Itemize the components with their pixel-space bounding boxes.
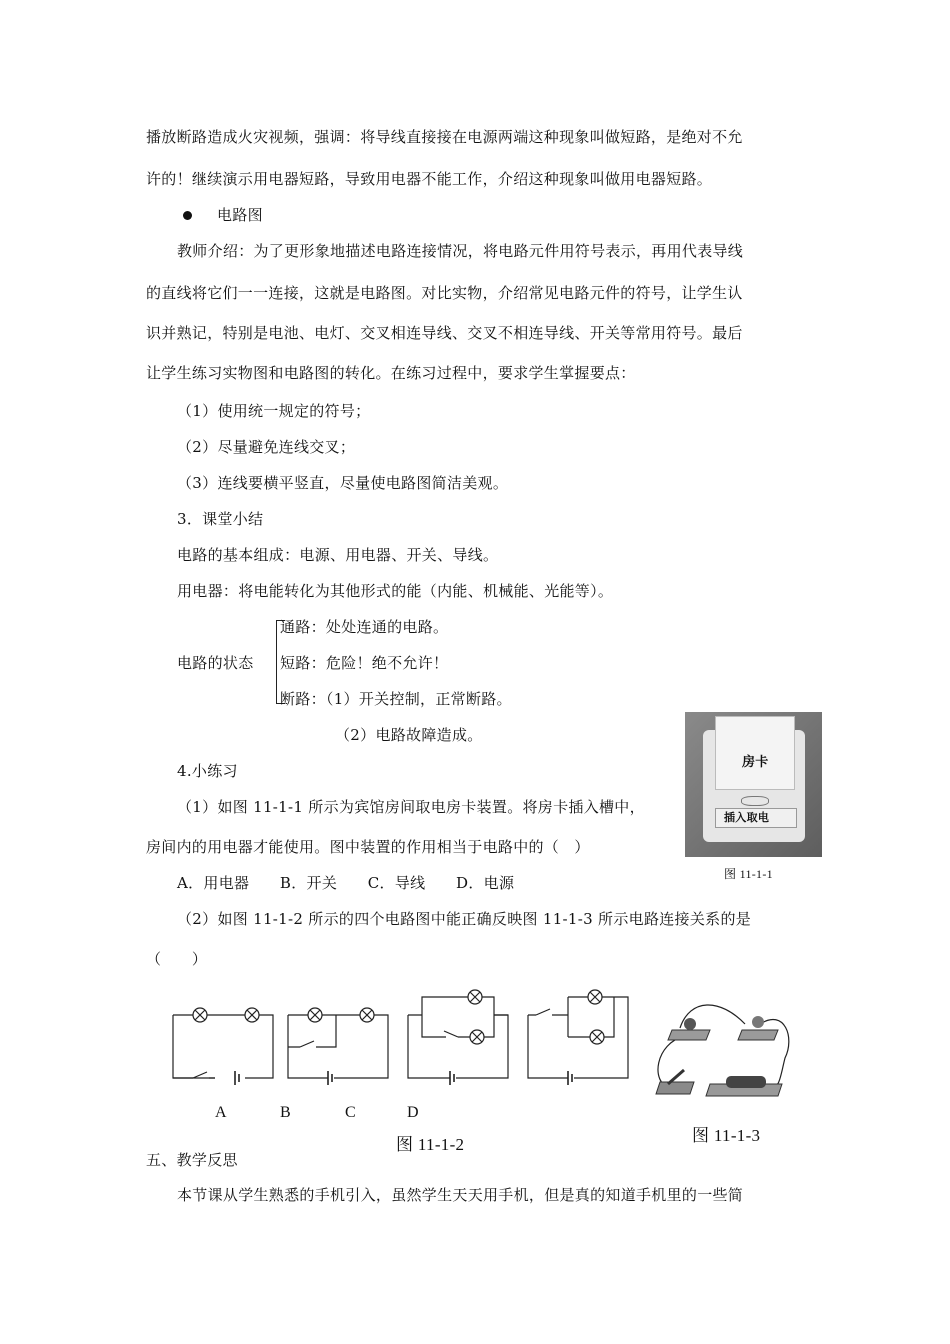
figure-caption: 图 11-1-1 xyxy=(724,867,773,881)
option-label-a: A xyxy=(215,1104,227,1121)
state-item: （2）电路故障造成。 xyxy=(335,726,483,744)
circuit-a xyxy=(173,1008,273,1085)
point-item: （1）使用统一规定的符号； xyxy=(177,402,371,420)
circuit-d xyxy=(528,990,628,1085)
paragraph-line: 本节课从学生熟悉的手机引入，虽然学生天天用手机，但是真的知道手机里的一些简 xyxy=(177,1186,744,1204)
summary-line: 电路的基本组成：电源、用电器、开关、导线。 xyxy=(177,546,499,564)
arrow-icon xyxy=(741,796,769,806)
bulb-holder-left xyxy=(668,1018,710,1040)
figure-caption: 图 11-1-3 xyxy=(692,1126,761,1145)
question-options: A．用电器 B．开关 C．导线 D．电源 xyxy=(177,874,515,892)
circuit-c xyxy=(408,990,508,1085)
point-item: （2）尽量避免连线交叉； xyxy=(177,438,356,456)
question-line: 房间内的用电器才能使用。图中装置的作用相当于电路中的（ ） xyxy=(146,838,590,856)
option-label-b: B xyxy=(280,1104,291,1121)
option-label-d: D xyxy=(407,1104,419,1121)
room-card-photo xyxy=(685,712,822,857)
question-line: （ ） xyxy=(146,950,208,968)
state-item: 通路：处处连通的电路。 xyxy=(280,618,449,636)
paragraph-line: 的直线将它们一一连接，这就是电路图。对比实物，介绍常见电路元件的符号，让学生认 xyxy=(146,284,743,302)
section-heading: 3．课堂小结 xyxy=(177,510,264,528)
summary-line: 用电器：将电能转化为其他形式的能（内能、机械能、光能等）。 xyxy=(177,582,614,600)
point-item: （3）连线要横平竖直，尽量使电路图简洁美观。 xyxy=(177,474,509,492)
paragraph-line: 让学生练习实物图和电路图的转化。在练习过程中，要求学生掌握要点： xyxy=(146,364,636,382)
state-item: 短路：危险！绝不允许！ xyxy=(280,654,449,672)
question-line: （1）如图 11-1-1 所示为宾馆房间取电房卡装置。将房卡插入槽中， xyxy=(177,798,645,816)
physical-circuit-illustration xyxy=(650,998,800,1103)
circuit-diagrams xyxy=(165,985,635,1095)
exercise-heading: 4.小练习 xyxy=(177,762,238,780)
slot-label: 插入取电 xyxy=(724,811,770,824)
paragraph-line: 教师介绍：为了更形象地描述电路连接情况，将电路元件用符号表示，再用代表导线 xyxy=(177,242,744,260)
circuit-states-label: 电路的状态 xyxy=(177,654,254,672)
room-card xyxy=(715,716,795,790)
paragraph-line: 许的！继续演示用电器短路，导致用电器不能工作，介绍这种现象叫做用电器短路。 xyxy=(146,170,713,188)
bullet-icon xyxy=(183,211,192,220)
state-item: 断路：（1）开关控制，正常断路。 xyxy=(280,690,512,708)
battery-icon xyxy=(706,1076,782,1096)
paragraph-line: 播放断路造成火灾视频，强调：将导线直接接在电源两端这种现象叫做短路，是绝对不允 xyxy=(146,128,743,146)
circuit-b xyxy=(288,1008,388,1085)
figure-caption: 图 11-1-2 xyxy=(396,1135,465,1154)
option-label-c: C xyxy=(345,1104,356,1121)
section-heading: 五、教学反思 xyxy=(146,1151,238,1169)
paragraph-line: 识并熟记，特别是电池、电灯、交叉相连导线、交叉不相连导线、开关等常用符号。最后 xyxy=(146,324,743,342)
switch-icon xyxy=(656,1070,694,1094)
question-line: （2）如图 11-1-2 所示的四个电路图中能正确反映图 11-1-3 所示电路连接关系的是 xyxy=(177,910,752,928)
bullet-heading: 电路图 xyxy=(217,206,263,224)
card-label: 房卡 xyxy=(742,755,769,770)
card-slot xyxy=(715,808,797,828)
